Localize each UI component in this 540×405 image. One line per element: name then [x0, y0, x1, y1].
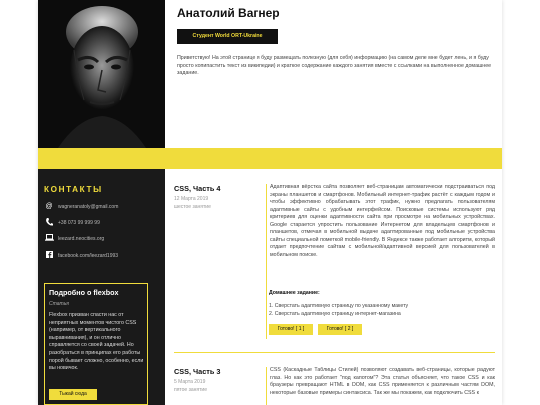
post-title: CSS, Часть 4	[174, 184, 221, 193]
flexbox-title: Подробно о flexbox	[49, 288, 119, 297]
profile-photo	[38, 0, 165, 148]
intro-text: Приветствую! На этой странице я буду размещать полезную (для себя) информацию (на самом деле мне будет лень, и я буду просто копипастить текст из википедии) и краткое содержание каждого занятия вместе с ссылками на выполненное домашнее задание.	[177, 55, 492, 77]
post-date: 5 Марта 2019	[174, 379, 206, 385]
contact-site-text: leezard.neocities.org	[58, 236, 105, 242]
contact-facebook[interactable]	[44, 251, 118, 261]
contact-phone-text: +38 073 99 999 99	[58, 220, 100, 226]
flexbox-text: Flexbox призван спасти нас от неприятных моментов чистого CSS (например, от вертикального выравнивания), и он отлично справляется со своей задачей. Но разобраться в принципах его работы порой бывает сложно, особенно, если вы новичок.	[49, 312, 144, 372]
profile-name: Анатолий Вагнер	[177, 6, 280, 20]
facebook-icon	[44, 251, 54, 261]
homework-item: 2. Сверстать адаптивную страницу интернет-магазина	[269, 311, 401, 317]
post-title: CSS, Часть 3	[174, 367, 221, 376]
contact-phone[interactable]	[44, 218, 100, 228]
contact-site[interactable]	[44, 234, 104, 244]
yellow-band	[38, 148, 502, 169]
at-icon: @	[45, 203, 53, 210]
phone-icon	[44, 218, 54, 228]
done-button-1[interactable]: Готово! [ 1 ]	[269, 324, 313, 335]
student-badge: Студент World ORT-Ukraine	[177, 29, 278, 44]
contact-email-text: wagneranatoly@gmail.com	[58, 204, 119, 210]
post-date: 12 Марта 2019	[174, 196, 209, 202]
flexbox-subtitle: Статья	[49, 301, 69, 307]
laptop-icon	[44, 234, 54, 244]
contacts-title: КОНТАКТЫ	[44, 185, 103, 194]
flexbox-link-button[interactable]: Тыкай сюда	[49, 389, 97, 400]
post-category: шестое занятие	[174, 204, 211, 210]
post-text: Адаптивная вёрстка сайта позволяет веб-страницам автоматически подстраиваться под экраны планшетов и смартфонов. Мобильный интернет-трафик растёт с каждым годом и чтобы эффективно обрабатывать этот трафик, нужно предлагать пользователям адаптивные сайты с удобным интерфейсом. Поисковые системы используют ряд критериев для оценки адаптивности сайта при просмотре на мобильных устройствах. Google старается упростить пользование Интернетом для владельцев смартфонов и планшетов, отмечая в мобильной выдаче адаптированные под мобильные устройства сайты специальной пометкой mobile-friendly. В Яндексе также работает алгоритм, который отдает предпочтение сайтам с мобильной/адаптивной версией для пользователей в мобильном поиске.	[270, 184, 495, 258]
contact-email[interactable]	[44, 202, 118, 212]
contact-facebook-text: facebook.com/leezard1993	[58, 253, 119, 259]
post-divider	[174, 352, 495, 353]
done-button-2[interactable]: Готово! [ 2 ]	[318, 324, 362, 335]
homework-item: 1. Сверстать адаптивную страницу по указанному макету	[269, 303, 409, 309]
post-text: CSS (Каскадные Таблицы Стилей) позволяют создавать веб-страницы, которые радуют глаз. Но как это работает "под капотом"? Эта статья объясняет, что такое CSS и как браузеры превращают HTML в DOM, как CSS применяется к различным частям DOM, некоторые базовые примеры синтаксиса. Так же мы покажем, как подключить CSS к	[270, 367, 495, 396]
post-category: пятое занятие	[174, 387, 208, 393]
homework-title: Домашнее задание:	[269, 290, 320, 296]
post-body	[266, 367, 495, 405]
